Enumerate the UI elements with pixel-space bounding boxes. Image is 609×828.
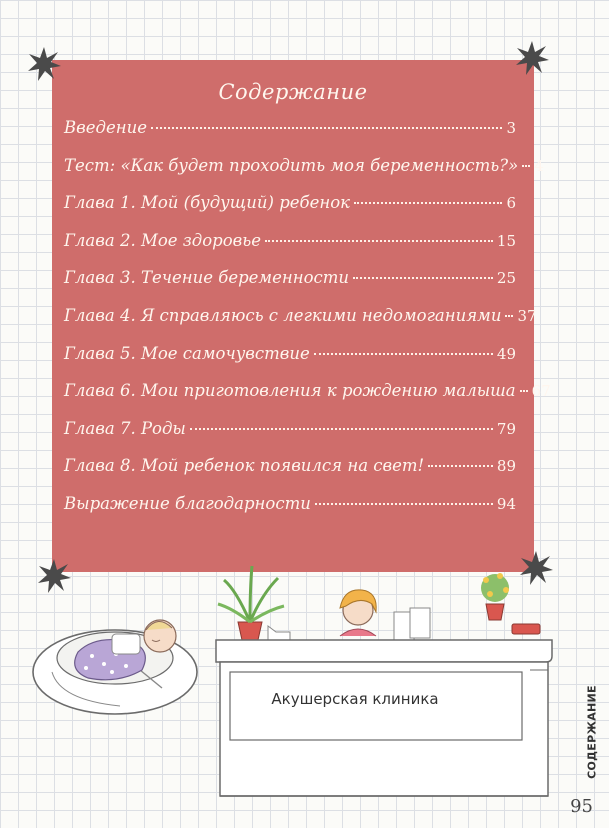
dot-leader [505, 315, 513, 317]
toc-entry[interactable] [64, 231, 516, 269]
toc-entry[interactable] [64, 305, 537, 344]
toc-entry-page: 3 [506, 119, 516, 137]
flower-plant [481, 573, 509, 620]
star-icon [514, 40, 550, 76]
dot-leader [151, 127, 502, 129]
toc-entry-label: Тест: «Как будет проходить моя беременность?» [64, 155, 519, 175]
toc-entry-page: 6 [506, 194, 516, 213]
star-icon [26, 46, 62, 82]
toc-entry-page: 4 [534, 156, 544, 175]
dot-leader [314, 353, 493, 355]
toc-entry[interactable] [64, 268, 516, 306]
toc-entry-page: 25 [496, 269, 516, 288]
section-side-label-text: СОДЕРЖАНИЕ [585, 685, 599, 779]
reception-desk [216, 640, 552, 796]
dot-leader [265, 240, 493, 242]
receptionist [340, 590, 376, 636]
toc-panel [52, 60, 551, 572]
toc-entry-label: Введение [64, 118, 147, 137]
toc-entry[interactable] [64, 381, 551, 419]
toc-entry-page: 15 [496, 231, 516, 250]
book-stack-icon [512, 624, 540, 634]
toc-entry-page: 89 [496, 457, 516, 476]
dot-leader [353, 277, 493, 279]
toc-entry[interactable] [64, 419, 516, 457]
toc-entry-page: 67 [531, 382, 551, 401]
dot-leader [520, 390, 528, 392]
bell-icon [268, 626, 290, 640]
toc-entry-label: Глава 2. Мое здоровье [64, 230, 262, 250]
potted-plant [218, 566, 284, 640]
dot-leader [428, 465, 493, 467]
toc-list [64, 118, 551, 532]
toc-entry[interactable] [64, 344, 516, 382]
toc-entry-label: Глава 5. Мое самочувствие [64, 343, 310, 363]
dot-leader [315, 503, 493, 505]
toc-entry-page: 49 [496, 344, 516, 363]
toc-entry[interactable] [64, 118, 516, 156]
section-side-label [582, 685, 602, 779]
toc-entry-label: Глава 1. Мой (будущий) ребенок [64, 193, 351, 213]
page-number: 95 [570, 796, 593, 817]
brochure-icon [410, 608, 430, 638]
toc-title: Содержание [218, 80, 368, 104]
toc-entry-label: Глава 4. Я справляюсь с легкими недомоганиями [64, 305, 502, 325]
dot-leader [522, 165, 530, 167]
toc-entry-page: 94 [496, 494, 516, 513]
toc-entry-label: Глава 6. Мои приготовления к рождению малыша [64, 381, 516, 401]
toc-entry[interactable] [64, 155, 544, 194]
toc-entry[interactable] [64, 456, 516, 494]
dot-leader [190, 428, 493, 430]
clinic-sign: Акушерская клиника [271, 690, 439, 708]
toc-entry-label: Выражение благодарности [64, 493, 311, 513]
toc-entry[interactable] [64, 494, 516, 532]
toc-entry-label: Глава 3. Течение беременности [64, 268, 350, 288]
dot-leader [354, 202, 502, 204]
toc-entry-page: 37 [517, 306, 537, 325]
toc-entry-page: 79 [496, 419, 516, 438]
toc-entry[interactable] [64, 193, 516, 231]
toc-entry-label: Глава 8. Мой ребенок появился на свет! [64, 456, 425, 476]
toc-entry-label: Глава 7. Роды [64, 418, 186, 438]
